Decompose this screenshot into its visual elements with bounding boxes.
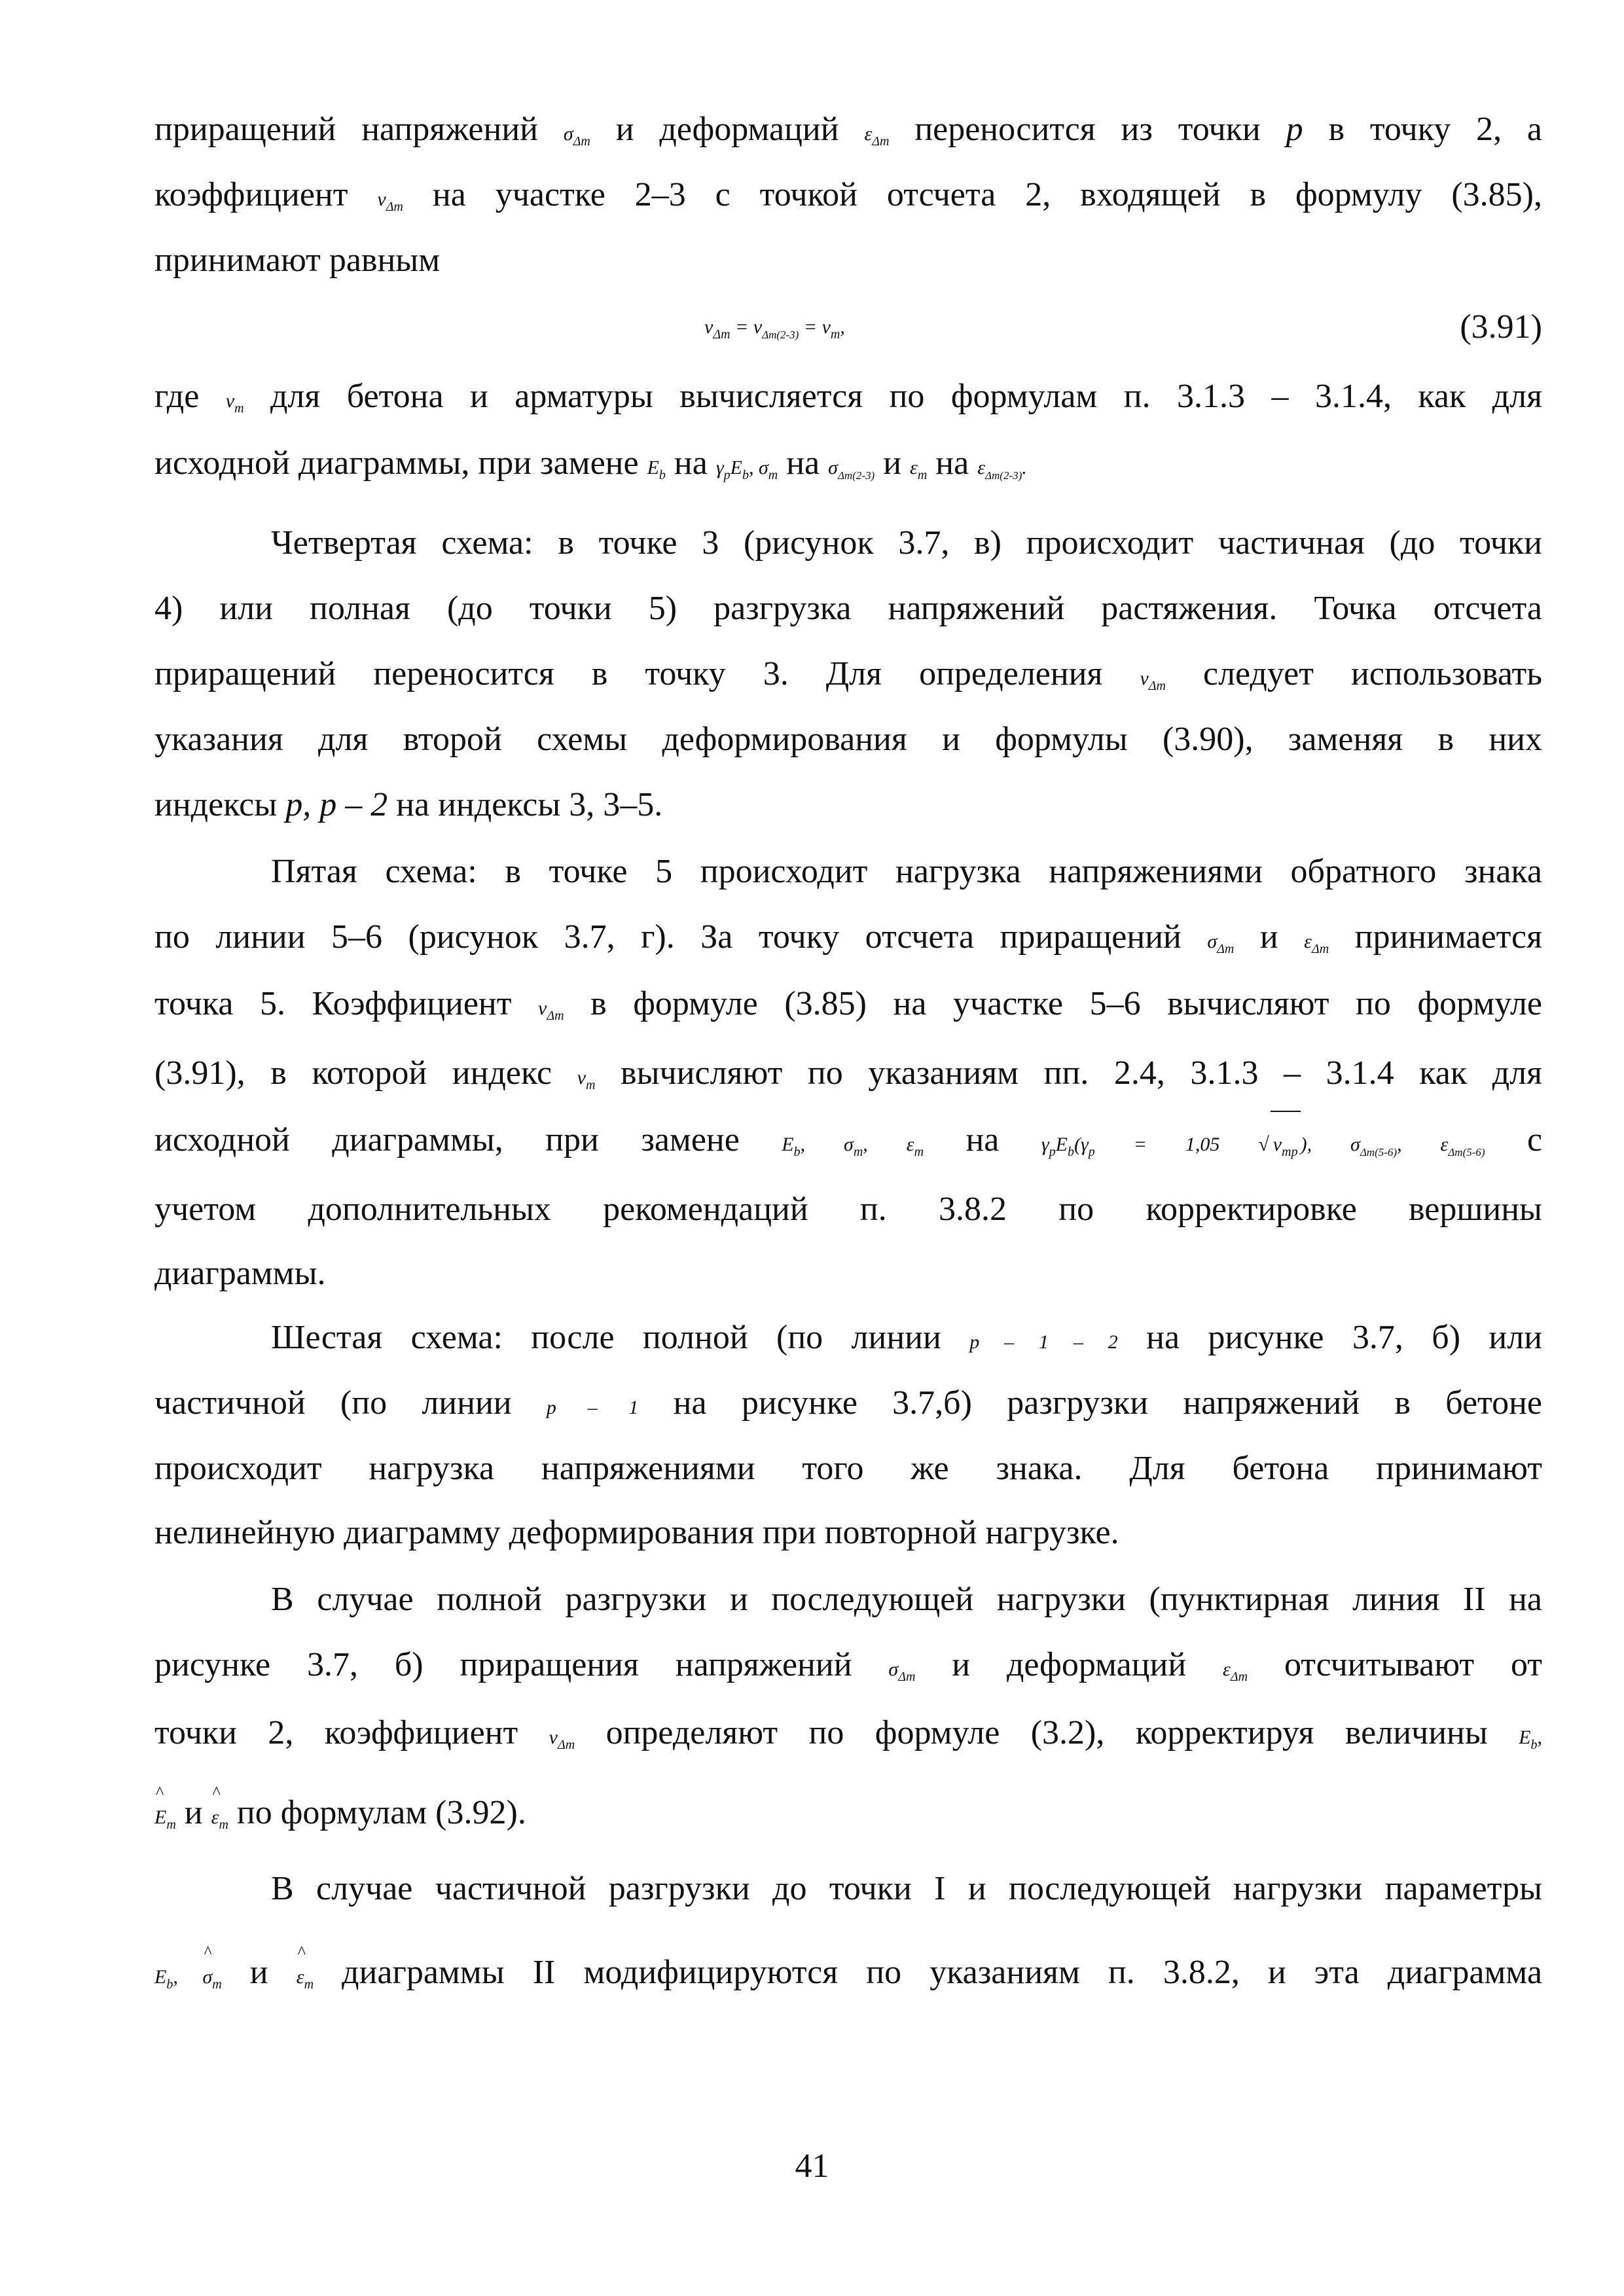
text-line-18: диаграммы.: [154, 1255, 326, 1292]
text-line-20: частичной (по линии p – 1 на рисунке 3.7,б) разгрузки напряжений в бетоне: [154, 1384, 1543, 1422]
text-line-5: где $\nu_m$ для бетона и арматуры вычисляется по формулам п. 3.1.3 – 3.1.4, как для: [154, 378, 1543, 416]
text-line-10: указания для второй схемы деформирования и формулы (3.90), заменяя в них: [154, 721, 1542, 758]
text-line-7: Четвертая схема: в точке 3 (рисунок 3.7, в) происходит частичная (до точки: [271, 524, 1542, 562]
text-line-28: $E_b$, ^ $\sigma_m$ и ^ $\varepsilon_m$ диаграммы II модифицируются по указаниям п. 3.8.2, и эта диаграмма: [154, 1940, 1542, 2005]
text-line-21: происходит нагрузка напряжениями того же знака. Для бетона принимают: [154, 1450, 1542, 1487]
text-line-12: Пятая схема: в точке 5 происходит нагрузка напряжениями обратного знака: [271, 853, 1542, 890]
text-line-23: В случае полной разгрузки и последующей нагрузки (пунктирная линия II на: [271, 1581, 1542, 1618]
text-line-19: Шестая схема: после полной (по линии p – 1 – 2 на рисунке 3.7, б) или: [271, 1319, 1543, 1356]
text-line-22: нелинейную диаграмму деформирования при повторной нагрузке.: [154, 1514, 1119, 1551]
text-line-3: принимают равным: [154, 242, 441, 279]
text-line-16: исходной диаграммы, при замене $E_b$, $\sigma_m$, $\varepsilon_m$ на $\gamma_pE_b(\gamma_p = 1,05$ √ $\nu_{mp}$ ), $\sigma_{\Delta m(5-6)}$, $\varepsilon_{\Delta m(5-6)}$ с: [154, 1107, 1542, 1173]
text-line-9: приращений переносится в точку 3. Для определения $\nu_{\Delta m}$ следует использовать: [154, 655, 1542, 693]
text-line-13: по линии 5–6 (рисунок 3.7, г). За точку отсчета приращений $\sigma_{\Delta m}$ и $\varepsilon_{\Delta m}$ принимается: [154, 918, 1543, 956]
text-line-24: рисунке 3.7, б) приращения напряжений $\sigma_{\Delta m}$ и деформаций $\varepsilon_{\Delta m}$ отсчитывают от: [154, 1646, 1543, 1684]
text-line-6: исходной диаграммы, при замене $E_b$ на $\gamma_pE_b$, $\sigma_m$ на $\sigma_{\Delta m(2-3)}$ и $\varepsilon_m$ на $\varepsilon_{\Delta m(2-3)}$.: [154, 444, 1027, 482]
page-number: 41: [795, 2147, 829, 2185]
equation-number: (3.91): [1460, 308, 1542, 346]
text-line-27: В случае частичной разгрузки до точки I и последующей нагрузки параметры: [271, 1870, 1542, 1907]
text-line-15: (3.91), в которой индекс $\nu_m$ вычисляют по указаниям пп. 2.4, 3.1.3 – 3.1.4 как для: [154, 1054, 1543, 1092]
text-line-8: 4) или полная (до точки 5) разгрузка напряжений растяжения. Точка отсчета: [154, 590, 1542, 627]
text-line-25: точки 2, коэффициент $\nu_{\Delta m}$ определяют по формуле (3.2), корректируя величины $E_b$,: [154, 1714, 1543, 1752]
text-line-11: индексы p, p – 2 на индексы 3, 3–5.: [154, 786, 663, 823]
equation-3-91: $\nu_{\Delta m} = \nu_{\Delta m(2-3)} = \nu_m$, (3.91): [154, 295, 1542, 360]
text-line-14: точка 5. Коэффициент $\nu_{\Delta m}$ в формуле (3.85) на участке 5–6 вычисляют по формуле: [154, 985, 1543, 1023]
text-line-17: учетом дополнительных рекомендаций п. 3.8.2 по корректировке вершины: [154, 1191, 1542, 1228]
text-line-2: коэффициент $\nu_{\Delta m}$ на участке 2–3 с точкой отсчета 2, входящей в формулу (3.85),: [154, 176, 1543, 214]
text-line-26: ^ $E_m$ и ^ $\varepsilon_m$ по формулам (3.92).: [154, 1780, 1542, 1846]
text-line-1: приращений напряжений $\sigma_{\Delta m}$ и деформаций $\varepsilon_{\Delta m}$ переносится из точки p в точку 2, а: [154, 111, 1543, 149]
